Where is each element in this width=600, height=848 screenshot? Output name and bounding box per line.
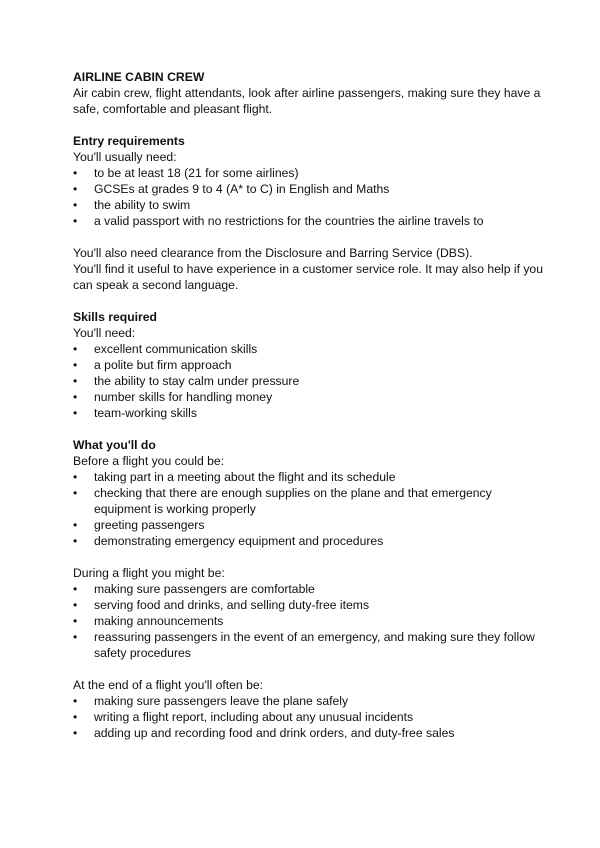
list-item	[73, 597, 543, 613]
bullet-icon: •	[73, 710, 78, 724]
bullet-icon: •	[73, 598, 78, 612]
list-item	[73, 581, 543, 597]
list-item-text: a polite but firm approach	[94, 358, 232, 372]
entry-requirements-section	[73, 133, 543, 229]
during-flight-list	[73, 581, 543, 661]
list-item-text: adding up and recording food and drink orders, and duty-free sales	[94, 726, 455, 740]
list-item	[73, 389, 543, 405]
list-item-text: serving food and drinks, and selling duty-free items	[94, 598, 370, 612]
list-item-text: checking that there are enough supplies on the plane and that emergency equipment is working properly	[94, 486, 492, 516]
bullet-icon: •	[73, 614, 78, 628]
list-item	[73, 373, 543, 389]
before-flight-list	[73, 469, 543, 549]
bullet-icon: •	[73, 726, 78, 740]
list-item-text: greeting passengers	[94, 518, 205, 532]
list-item-text: demonstrating emergency equipment and procedures	[94, 534, 384, 548]
before-flight-section	[73, 437, 543, 549]
list-item-text: the ability to stay calm under pressure	[94, 374, 300, 388]
list-item	[73, 725, 543, 741]
before-flight-lead: Before a flight you could be:	[73, 454, 225, 468]
list-item-text: reassuring passengers in the event of an emergency, and making sure they follow safety procedures	[94, 630, 535, 660]
bullet-icon: •	[73, 630, 78, 644]
list-item-text: writing a flight report, including about any unusual incidents	[94, 710, 414, 724]
bullet-icon: •	[73, 358, 78, 372]
bullet-icon: •	[73, 374, 78, 388]
list-item	[73, 517, 543, 533]
bullet-icon: •	[73, 486, 78, 500]
list-item	[73, 613, 543, 629]
list-item-text: GCSEs at grades 9 to 4 (A* to C) in English and Maths	[94, 182, 390, 196]
bullet-icon: •	[73, 582, 78, 596]
list-item-text: to be at least 18 (21 for some airlines)	[94, 166, 299, 180]
list-item-text: making sure passengers leave the plane safely	[94, 694, 349, 708]
list-item	[73, 533, 543, 549]
list-item-text: excellent communication skills	[94, 342, 258, 356]
skills-list	[73, 341, 543, 421]
bullet-icon: •	[73, 182, 78, 196]
bullet-icon: •	[73, 406, 78, 420]
duties-heading: What you'll do	[73, 438, 156, 452]
list-item	[73, 213, 543, 229]
skills-heading: Skills required	[73, 310, 157, 324]
list-item-text: making announcements	[94, 614, 224, 628]
list-item-text: taking part in a meeting about the flight and its schedule	[94, 470, 396, 484]
bullet-icon: •	[73, 390, 78, 404]
during-flight-lead: During a flight you might be:	[73, 566, 225, 580]
list-item	[73, 485, 543, 517]
intro-text: Air cabin crew, flight attendants, look after airline passengers, making sure they have a safe, comfortable and pleasant flight.	[73, 86, 541, 116]
clearance-section	[73, 245, 543, 293]
end-of-flight-list	[73, 693, 543, 741]
list-item	[73, 197, 543, 213]
list-item-text: a valid passport with no restrictions for the countries the airline travels to	[94, 214, 484, 228]
entry-requirements-heading: Entry requirements	[73, 134, 185, 148]
list-item-text: number skills for handling money	[94, 390, 273, 404]
bullet-icon: •	[73, 342, 78, 356]
clearance-text: You'll also need clearance from the Disclosure and Barring Service (DBS).	[73, 246, 473, 260]
list-item	[73, 629, 543, 661]
bullet-icon: •	[73, 518, 78, 532]
bullet-icon: •	[73, 694, 78, 708]
entry-requirements-list	[73, 165, 543, 229]
useful-experience-text: You'll find it useful to have experience in a customer service role. It may also help if you can speak a second language.	[73, 262, 543, 292]
list-item	[73, 469, 543, 485]
end-of-flight-section	[73, 677, 543, 741]
list-item-text: the ability to swim	[94, 198, 191, 212]
list-item	[73, 709, 543, 725]
document-title: AIRLINE CABIN CREW	[73, 70, 205, 84]
skills-lead: You'll need:	[73, 326, 136, 340]
intro-section	[73, 69, 543, 117]
list-item	[73, 181, 543, 197]
list-item	[73, 357, 543, 373]
bullet-icon: •	[73, 470, 78, 484]
bullet-icon: •	[73, 214, 78, 228]
list-item	[73, 405, 543, 421]
list-item	[73, 341, 543, 357]
list-item	[73, 165, 543, 181]
bullet-icon: •	[73, 534, 78, 548]
bullet-icon: •	[73, 198, 78, 212]
list-item-text: team-working skills	[94, 406, 197, 420]
entry-requirements-lead: You'll usually need:	[73, 150, 177, 164]
document-page	[73, 69, 543, 757]
skills-section	[73, 309, 543, 421]
bullet-icon: •	[73, 166, 78, 180]
list-item-text: making sure passengers are comfortable	[94, 582, 315, 596]
during-flight-section	[73, 565, 543, 661]
end-of-flight-lead: At the end of a flight you'll often be:	[73, 678, 264, 692]
list-item	[73, 693, 543, 709]
